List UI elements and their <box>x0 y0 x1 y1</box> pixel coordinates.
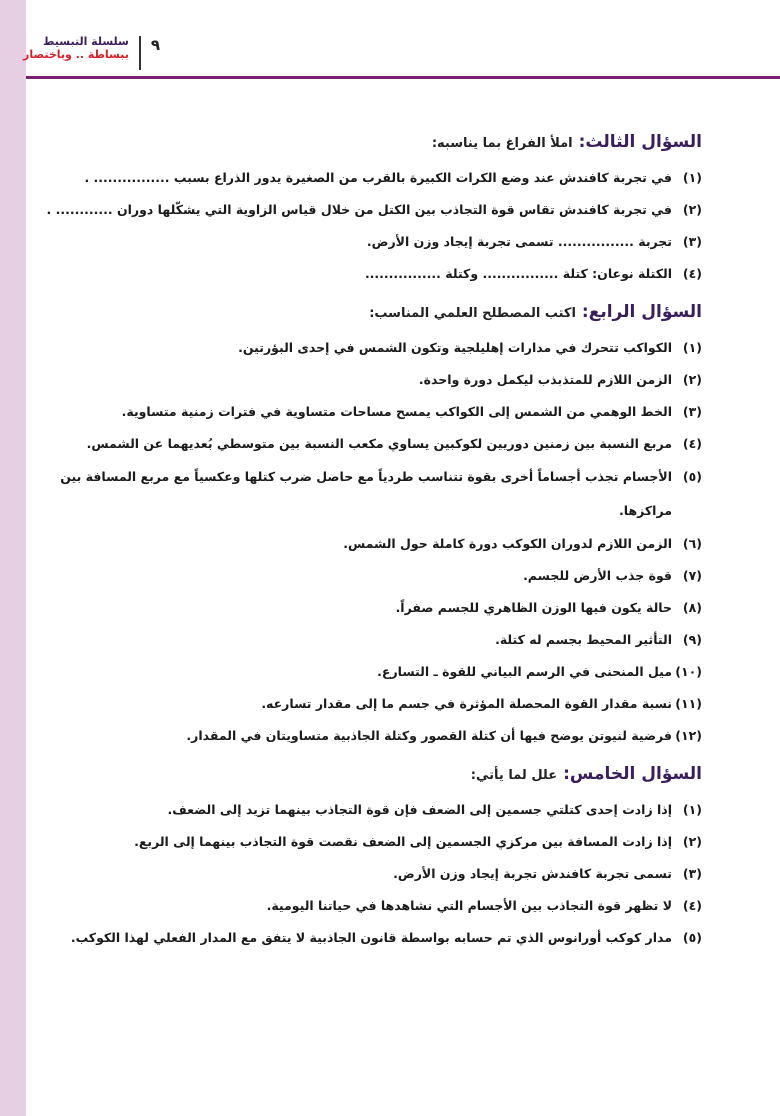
item-number: (٨) <box>682 600 702 615</box>
item-number: (٣) <box>682 866 702 881</box>
item-number: (١١) <box>675 696 702 711</box>
item-number: (٧) <box>682 568 702 583</box>
page-content <box>42 132 702 954</box>
item-text: لا تظهر قوة التجاذب بين الأجسام التي نشاهدها في حياتنا اليومية. <box>266 898 672 913</box>
list-item <box>42 794 702 826</box>
item-number: (٢) <box>682 372 702 387</box>
item-number: (٦) <box>682 536 702 551</box>
item-text: قوة جذب الأرض للجسم. <box>523 568 672 583</box>
item-number: (٣) <box>682 404 702 419</box>
list-item <box>42 720 702 752</box>
item-text: حالة يكون فيها الوزن الظاهري للجسم صفراً. <box>395 600 672 615</box>
item-text: مدار كوكب أورانوس الذي تم حسابه بواسطة قانون الجاذبية لا يتفق مع المدار الفعلي لهذا الكوكب. <box>70 930 672 945</box>
list-item <box>42 560 702 592</box>
item-text: الكتلة نوعان: كتلة ................ وكتلة ................ <box>364 266 672 281</box>
item-number: (١) <box>682 802 702 817</box>
item-text: الأجسام تجذب أجساماً أخرى بقوة تتناسب طردياً مع حاصل ضرب كتلها وعكسياً مع مربع المسافة بين مراكزها. <box>60 469 672 518</box>
section-instruction: املأ الفراغ بما يناسبه: <box>431 136 573 151</box>
header-rule <box>26 76 780 79</box>
list-item <box>42 396 702 428</box>
section-title: السؤال الخامس: <box>563 764 702 784</box>
series-brand <box>23 36 129 61</box>
list-item <box>42 890 702 922</box>
list-item <box>42 428 702 460</box>
list-item <box>42 194 702 226</box>
item-number: (٣) <box>682 234 702 249</box>
section-instruction: اكتب المصطلح العلمي المناسب: <box>369 306 576 321</box>
item-text: تجربة ................ تسمى تجربة إيجاد وزن الأرض. <box>366 234 672 249</box>
item-text: التأثير المحيط بجسم له كتلة. <box>495 632 672 647</box>
item-text: إذا زادت إحدى كتلتي جسمين إلى الضعف فإن قوة التجاذب بينهما تزيد إلى الضعف. <box>167 802 672 817</box>
list-item <box>42 460 702 528</box>
item-text: في تجربة كافندش تقاس قوة التجاذب بين الكتل من خلال قياس الزاوية التي يشكّلها دوران ............ . <box>46 202 672 217</box>
series-tagline: ببساطة .. وباختصار <box>23 47 129 61</box>
item-number: (٤) <box>682 436 702 451</box>
list-item <box>42 226 702 258</box>
item-number: (٥) <box>682 469 702 484</box>
item-text: نسبة مقدار القوة المحصلة المؤثرة في جسم ما إلى مقدار تسارعه. <box>261 696 672 711</box>
list-item <box>42 258 702 290</box>
section-title: السؤال الرابع: <box>581 302 702 322</box>
item-text: الكواكب تتحرك في مدارات إهليلجية وتكون الشمس في إحدى البؤرتين. <box>238 340 672 355</box>
header-divider <box>139 36 141 70</box>
section-heading <box>42 132 702 152</box>
item-number: (٢) <box>682 202 702 217</box>
item-text: إذا زادت المسافة بين مركزي الجسمين إلى الضعف نقصت قوة التجاذب بينهما إلى الربع. <box>134 834 672 849</box>
list-item <box>42 826 702 858</box>
list-item <box>42 624 702 656</box>
item-number: (١) <box>682 170 702 185</box>
item-number: (٩) <box>682 632 702 647</box>
series-name: سلسلة التبسيط <box>43 35 129 48</box>
section-heading <box>42 764 702 784</box>
side-strip <box>0 0 26 1116</box>
item-number: (٢) <box>682 834 702 849</box>
item-text: ميل المنحنى في الرسم البياني للقوة ـ التسارع. <box>377 664 672 679</box>
item-text: في تجربة كافندش عند وضع الكرات الكبيرة بالقرب من الصغيرة يدور الذراع بسبب ................ . <box>84 170 672 185</box>
item-number: (١٠) <box>675 664 702 679</box>
item-text: فرضية لنيوتن يوضح فيها أن كتلة القصور وكتلة الجاذبية متساويتان في المقدار. <box>186 728 672 743</box>
list-item <box>42 858 702 890</box>
item-number: (١) <box>682 340 702 355</box>
list-item <box>42 656 702 688</box>
item-text: الزمن اللازم للمتذبذب ليكمل دورة واحدة. <box>418 372 672 387</box>
list-item <box>42 332 702 364</box>
list-item <box>42 528 702 560</box>
list-item <box>42 688 702 720</box>
section-instruction: علل لما يأتي: <box>470 768 558 783</box>
page-header <box>23 36 160 70</box>
list-item <box>42 162 702 194</box>
page-number: ٩ <box>150 36 160 54</box>
item-number: (٥) <box>682 930 702 945</box>
item-text: الزمن اللازم لدوران الكوكب دورة كاملة حول الشمس. <box>343 536 672 551</box>
item-number: (٤) <box>682 266 702 281</box>
item-text: الخط الوهمي من الشمس إلى الكواكب يمسح مساحات متساوية في فترات زمنية متساوية. <box>121 404 672 419</box>
list-item <box>42 592 702 624</box>
section-heading <box>42 302 702 322</box>
section-title: السؤال الثالث: <box>578 132 702 152</box>
list-item <box>42 922 702 954</box>
item-text: تسمى تجربة كافندش تجربة إيجاد وزن الأرض. <box>393 866 672 881</box>
list-item <box>42 364 702 396</box>
item-number: (٤) <box>682 898 702 913</box>
item-number: (١٢) <box>675 728 702 743</box>
item-text: مربع النسبة بين زمنين دوريين لكوكبين يساوي مكعب النسبة بين متوسطي بُعديهما عن الشمس. <box>86 436 672 451</box>
